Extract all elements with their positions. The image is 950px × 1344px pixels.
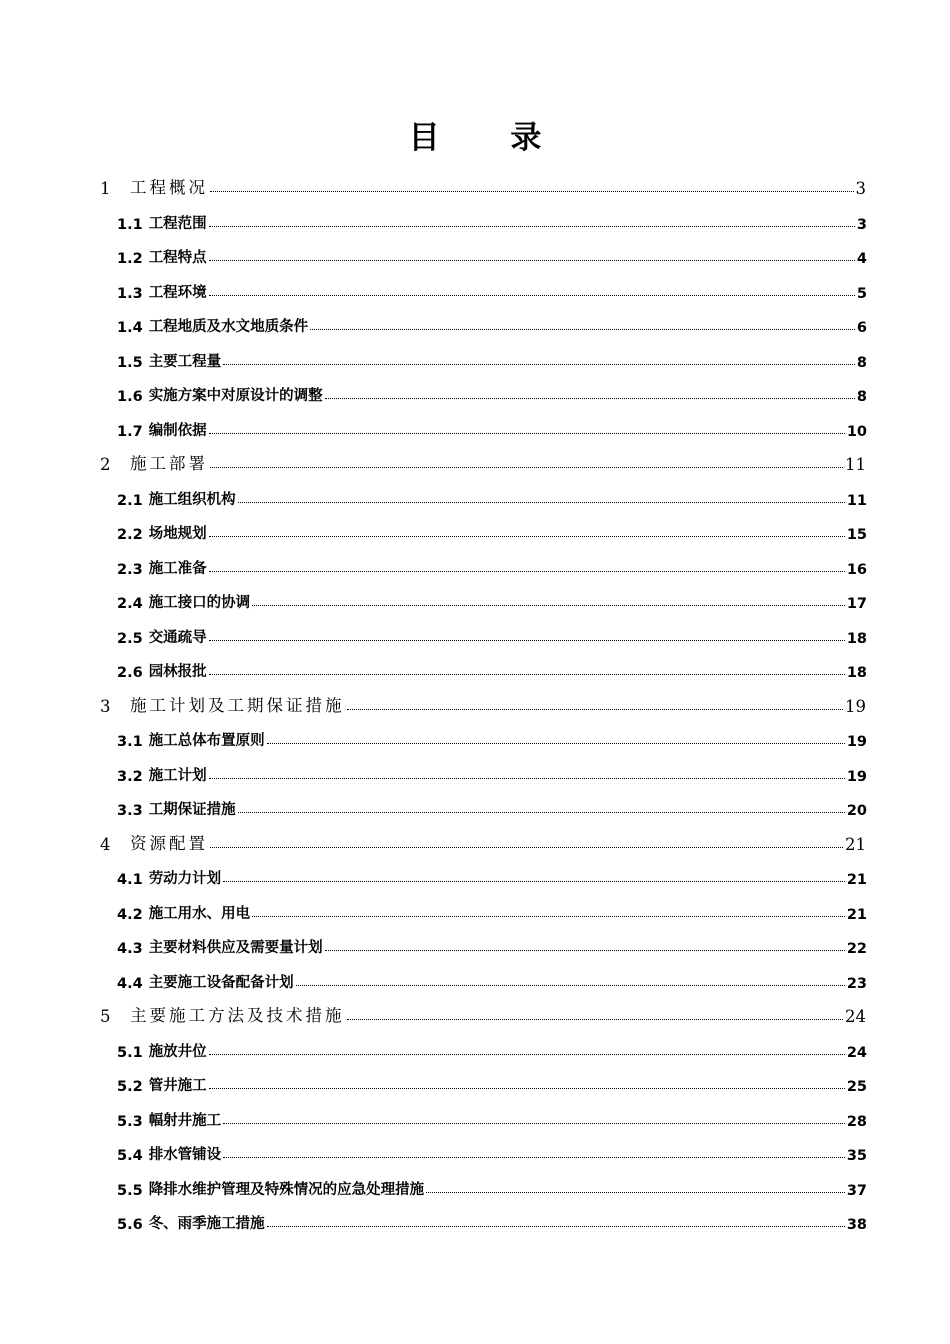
toc-section-row[interactable]	[117, 481, 867, 509]
toc-entry-number: 1.3	[117, 285, 143, 302]
toc-chapter-row[interactable]	[100, 446, 866, 474]
toc-entry-title: 冬、雨季施工措施	[148, 1216, 265, 1232]
toc-page-number: 19	[845, 696, 866, 716]
toc-dot-leader	[325, 398, 855, 399]
toc-entry-number: 5.6	[117, 1217, 143, 1233]
toc-section-row[interactable]	[117, 239, 867, 267]
toc-page-number: 8	[856, 354, 867, 371]
toc-dot-leader	[210, 847, 843, 848]
toc-section-row[interactable]	[117, 584, 867, 612]
toc-entry-title: 工程范围	[148, 215, 207, 232]
toc-dot-leader	[252, 916, 845, 917]
toc-section-row[interactable]	[117, 653, 867, 681]
toc-page-number: 35	[846, 1148, 867, 1164]
toc-section-row[interactable]	[117, 1205, 867, 1233]
toc-dot-leader	[209, 433, 845, 434]
toc-dot-leader	[223, 1157, 845, 1158]
toc-section-row[interactable]	[117, 274, 867, 302]
toc-entry-title: 施放井位	[148, 1043, 207, 1060]
toc-entry-title: 施工组织机构	[148, 491, 236, 508]
toc-entry-title: 施工准备	[148, 560, 207, 577]
page-title: 目 录	[408, 120, 572, 156]
toc-entry-title: 工期保证措施	[148, 802, 236, 818]
toc-dot-leader	[238, 502, 845, 503]
toc-entry-number: 4.1	[117, 872, 143, 888]
toc-entry-title: 工程环境	[148, 284, 207, 301]
toc-entry-number: 2.1	[117, 492, 143, 509]
toc-entry-title: 资源配置	[130, 833, 208, 853]
toc-dot-leader	[209, 226, 855, 227]
toc-entry-number: 3	[100, 696, 111, 716]
toc-dot-leader	[426, 1192, 845, 1193]
toc-chapter-row[interactable]	[100, 688, 866, 716]
toc-dot-leader	[210, 191, 854, 192]
toc-entry-number: 5	[100, 1007, 111, 1026]
toc-entry-number: 2.3	[117, 561, 143, 578]
toc-page-number: 16	[846, 561, 867, 578]
toc-page-number: 19	[846, 768, 867, 785]
toc-dot-leader	[209, 536, 845, 537]
toc-section-row[interactable]	[117, 1033, 867, 1061]
toc-section-row[interactable]	[117, 412, 867, 440]
toc-dot-leader	[209, 778, 845, 779]
toc-section-row[interactable]	[117, 1102, 867, 1130]
toc-entry-title: 施工接口的协调	[148, 595, 251, 611]
toc-section-row[interactable]	[117, 515, 867, 543]
toc-page-number: 21	[846, 906, 867, 923]
toc-entry-number: 1.5	[117, 354, 143, 371]
toc-dot-leader	[310, 329, 855, 330]
toc-entry-title: 实施方案中对原设计的调整	[148, 388, 323, 404]
toc-entry-title: 劳动力计划	[148, 871, 222, 887]
toc-section-row[interactable]	[117, 550, 867, 578]
toc-page-number: 19	[846, 734, 867, 750]
toc-page-number: 11	[845, 455, 866, 474]
toc-entry-title: 主要材料供应及需要量计划	[148, 940, 323, 956]
toc-dot-leader	[223, 881, 845, 882]
toc-section-row[interactable]	[117, 377, 867, 405]
toc-entry-title: 施工计划及工期保证措施	[130, 695, 345, 715]
toc-entry-title: 场地规划	[148, 526, 207, 542]
toc-entry-number: 2	[100, 455, 111, 474]
toc-entry-number: 3.1	[117, 734, 143, 750]
toc-page-number: 3	[855, 179, 866, 198]
toc-entry-number: 2.2	[117, 527, 143, 543]
toc-entry-number: 4.3	[117, 941, 143, 957]
toc-entry-number: 5.5	[117, 1182, 143, 1199]
toc-entry-title: 幅射井施工	[148, 1112, 222, 1129]
toc-dot-leader	[347, 1019, 844, 1020]
toc-page-number: 24	[846, 1044, 867, 1061]
toc-entry-number: 5.1	[117, 1044, 143, 1061]
toc-entry-number: 5.4	[117, 1148, 143, 1164]
toc-dot-leader	[209, 674, 845, 675]
toc-page-number: 28	[846, 1113, 867, 1130]
toc-entry-number: 4	[100, 834, 111, 854]
toc-entry-number: 1	[100, 179, 111, 198]
toc-entry-title: 工程概况	[130, 178, 208, 197]
toc-entry-title: 工程特点	[148, 250, 207, 266]
toc-dot-leader	[267, 743, 845, 744]
toc-entry-number: 1.2	[117, 251, 143, 267]
toc-entry-title: 主要工程量	[148, 353, 222, 370]
toc-entry-number: 1.1	[117, 216, 143, 233]
toc-section-row[interactable]	[117, 895, 867, 923]
toc-entry-number: 4.2	[117, 906, 143, 923]
toc-entry-number: 2.5	[117, 630, 143, 647]
toc-section-row[interactable]	[117, 722, 867, 750]
toc-section-row[interactable]	[117, 308, 867, 336]
toc-dot-leader	[209, 1054, 845, 1055]
toc-entry-number: 5.3	[117, 1113, 143, 1130]
toc-page-number: 21	[845, 834, 866, 854]
toc-page-number: 15	[846, 527, 867, 543]
toc-entry-number: 2.6	[117, 665, 143, 681]
toc-page-number: 22	[846, 941, 867, 957]
toc-dot-leader	[296, 985, 845, 986]
toc-dot-leader	[209, 1088, 845, 1089]
toc-entry-number: 3.2	[117, 768, 143, 785]
toc-page-number: 20	[846, 803, 867, 819]
toc-section-row[interactable]	[117, 964, 867, 992]
toc-section-row[interactable]	[117, 929, 867, 957]
toc-section-row[interactable]	[117, 1136, 867, 1164]
toc-page-number: 4	[856, 251, 867, 267]
toc-entry-title: 施工部署	[130, 454, 208, 473]
toc-page-number: 23	[846, 975, 867, 992]
toc-dot-leader	[210, 467, 843, 468]
toc-entry-title: 交通疏导	[148, 629, 207, 646]
toc-dot-leader	[209, 571, 845, 572]
toc-dot-leader	[252, 605, 845, 606]
toc-dot-leader	[238, 812, 845, 813]
toc-dot-leader	[209, 260, 855, 261]
toc-page-number: 17	[846, 596, 867, 612]
toc-page-number: 8	[856, 389, 867, 405]
toc-chapter-row[interactable]	[100, 170, 866, 198]
toc-page-number: 6	[856, 320, 867, 336]
toc-section-row[interactable]	[117, 757, 867, 785]
toc-entry-title: 主要施工设备配备计划	[148, 974, 294, 991]
toc-page-number: 38	[846, 1217, 867, 1233]
toc-page-number: 18	[846, 665, 867, 681]
toc-entry-title: 排水管铺设	[148, 1147, 222, 1163]
toc-page-number: 11	[846, 492, 867, 509]
toc-entry-title: 管井施工	[148, 1078, 207, 1094]
toc-dot-leader	[223, 1123, 845, 1124]
toc-entry-title: 降排水维护管理及特殊情况的应急处理措施	[148, 1181, 425, 1198]
toc-dot-leader	[347, 709, 844, 710]
toc-page-number: 3	[856, 216, 867, 233]
toc-page-number: 24	[845, 1007, 866, 1026]
toc-section-row[interactable]	[117, 343, 867, 371]
toc-entry-number: 1.7	[117, 423, 143, 440]
toc-entry-title: 工程地质及水文地质条件	[148, 319, 309, 335]
toc-page-number: 18	[846, 630, 867, 647]
toc-entry-number: 2.4	[117, 596, 143, 612]
toc-page-number: 5	[856, 285, 867, 302]
toc-dot-leader	[325, 950, 845, 951]
toc-section-row[interactable]	[117, 205, 867, 233]
toc-page-number: 10	[846, 423, 867, 440]
toc-section-row[interactable]	[117, 619, 867, 647]
toc-page-number: 25	[846, 1079, 867, 1095]
toc-entry-title: 编制依据	[148, 422, 207, 439]
toc-chapter-row[interactable]	[100, 998, 866, 1026]
toc-dot-leader	[209, 295, 855, 296]
toc-page-number: 37	[846, 1182, 867, 1199]
toc-dot-leader	[267, 1226, 845, 1227]
toc-section-row[interactable]	[117, 1171, 867, 1199]
toc-dot-leader	[209, 640, 845, 641]
toc-entry-number: 1.4	[117, 320, 143, 336]
toc-entry-title: 施工总体布置原则	[148, 733, 265, 749]
toc-page-number: 21	[846, 872, 867, 888]
toc-chapter-row[interactable]	[100, 826, 866, 854]
toc-entry-number: 5.2	[117, 1079, 143, 1095]
toc-section-row[interactable]	[117, 1067, 867, 1095]
toc-entry-number: 3.3	[117, 803, 143, 819]
toc-entry-title: 施工计划	[148, 767, 207, 784]
toc-entry-title: 施工用水、用电	[148, 905, 251, 922]
toc-dot-leader	[223, 364, 855, 365]
toc-section-row[interactable]	[117, 791, 867, 819]
toc-entry-number: 1.6	[117, 389, 143, 405]
toc-entry-title: 主要施工方法及技术措施	[130, 1006, 345, 1025]
toc-entry-number: 4.4	[117, 975, 143, 992]
toc-entry-title: 园林报批	[148, 664, 207, 680]
toc-section-row[interactable]	[117, 860, 867, 888]
